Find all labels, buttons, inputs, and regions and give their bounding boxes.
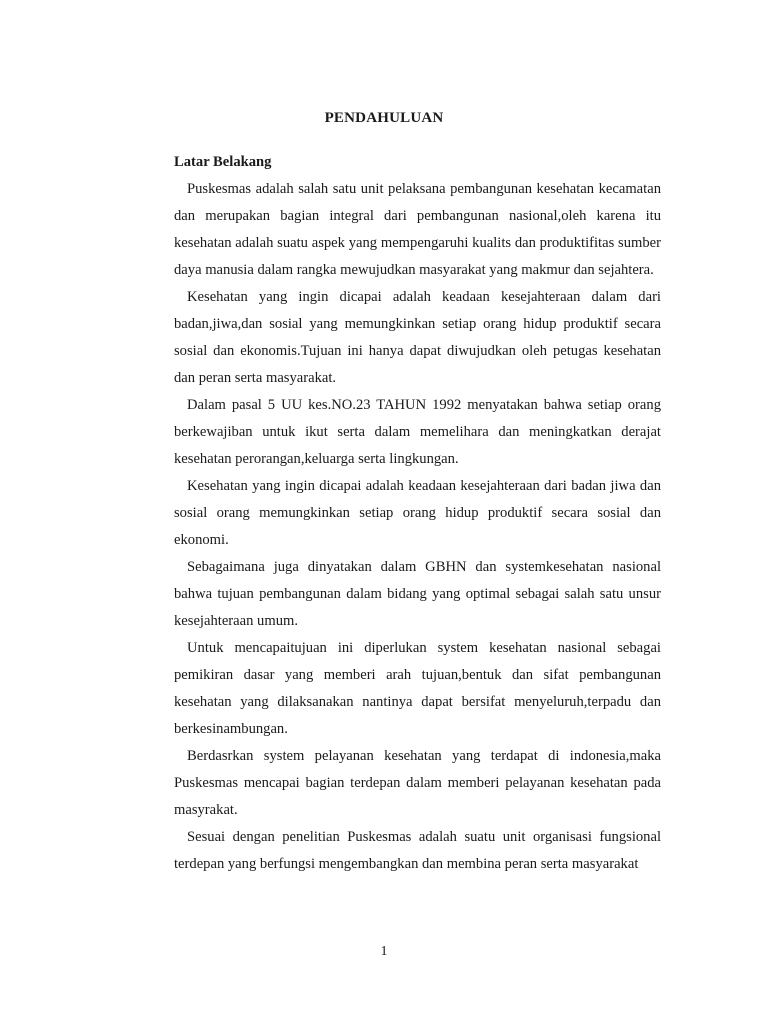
document-body <box>174 149 661 878</box>
section-heading: Latar Belakang <box>174 154 272 170</box>
page-number: 1 <box>380 944 388 959</box>
paragraph-8: Sesuai dengan penelitian Puskesmas adalah suatu unit organisasi fungsional terdepan yang berfungsi mengembangkan dan membina peran serta masyarakat <box>174 829 661 872</box>
page-title: PENDAHULUAN <box>324 110 444 126</box>
paragraph-1: Puskesmas adalah salah satu unit pelaksana pembangunan kesehatan kecamatan dan merupakan bagian integral dari pembangunan nasional,oleh karena itu kesehatan adalah suatu aspek yang mempengaruhi kualits dan produktifitas sumber daya manusia dalam rangka mewujudkan masyarakat yang makmur dan sejahtera. <box>174 181 661 278</box>
paragraph-2: Kesehatan yang ingin dicapai adalah keadaan kesejahteraan dalam dari badan,jiwa,dan sosial yang memungkinkan setiap orang hidup produktif secara sosial dan ekonomis.Tujuan ini hanya dapat diwujudkan oleh petugas kesehatan dan peran serta masyarakat. <box>174 289 661 386</box>
paragraph-6: Untuk mencapaitujuan ini diperlukan system kesehatan nasional sebagai pemikiran dasar yang memberi arah tujuan,bentuk dan sifat pembangunan kesehatan yang dilaksanakan nantinya dapat bersifat menyeluruh,terpadu dan berkesinambungan. <box>174 640 661 737</box>
paragraph-4: Kesehatan yang ingin dicapai adalah keadaan kesejahteraan dari badan jiwa dan sosial orang memungkinkan setiap orang hidup produktif secara sosial dan ekonomi. <box>174 478 661 548</box>
paragraph-5: Sebagaimana juga dinyatakan dalam GBHN dan systemkesehatan nasional bahwa tujuan pembangunan dalam bidang yang optimal sebagai salah satu unsur kesejahteraan umum. <box>174 559 661 629</box>
paragraph-3: Dalam pasal 5 UU kes.NO.23 TAHUN 1992 menyatakan bahwa setiap orang berkewajiban untuk ikut serta dalam memelihara dan meningkatkan derajat kesehatan perorangan,keluarga serta lingkungan. <box>174 397 661 467</box>
paragraph-7: Berdasrkan system pelayanan kesehatan yang terdapat di indonesia,maka Puskesmas mencapai bagian terdepan dalam memberi pelayanan kesehatan pada masyrakat. <box>174 748 661 818</box>
